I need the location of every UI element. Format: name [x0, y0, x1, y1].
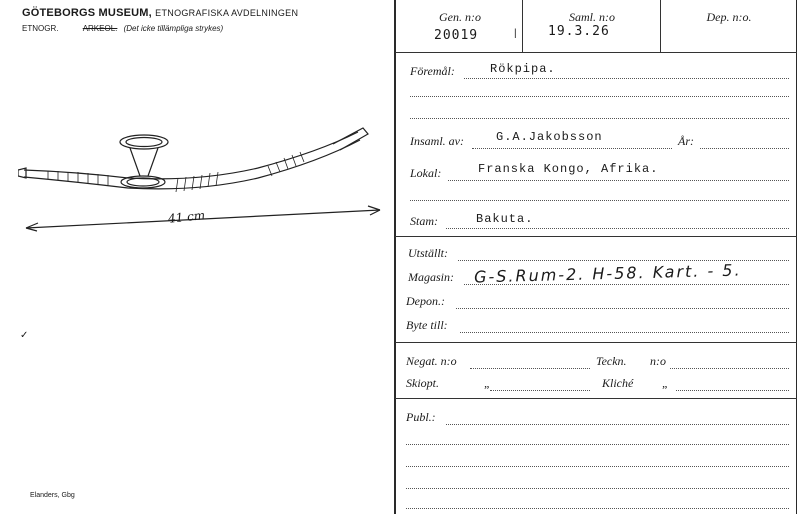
publ-line: [446, 424, 789, 425]
teckn-line: [670, 368, 789, 369]
publ-line-3: [406, 466, 789, 467]
museum-title: [22, 7, 298, 19]
insaml-label: Insaml. av:: [410, 134, 464, 148]
category-line: [22, 24, 223, 33]
header-divider: [395, 52, 797, 53]
byte-label: Byte till:: [406, 318, 448, 332]
insaml-value: G.A.Jakobsson: [496, 130, 603, 144]
skiopt-line: [490, 390, 590, 391]
lokal-line: [448, 180, 789, 181]
card-left-border: [394, 0, 396, 514]
lokal-line-2: [410, 200, 789, 201]
gen-no-value: 20019: [434, 28, 479, 43]
magasin-label: Magasin:: [408, 270, 454, 284]
publ-line-2: [406, 444, 789, 445]
kliche-line: [676, 390, 789, 391]
depon-line: [456, 308, 789, 309]
kliche-ditto: „: [662, 376, 669, 390]
teckn-no-label: n:o: [650, 354, 666, 368]
lokal-label: Lokal:: [410, 166, 442, 180]
stam-line: [446, 228, 789, 229]
department-name: ETNOGRAFISKA AVDELNINGEN: [155, 8, 299, 18]
ar-line: [700, 148, 789, 149]
stam-label: Stam:: [410, 214, 438, 228]
negat-label: Negat. n:o: [406, 354, 457, 368]
skiopt-ditto: „: [484, 376, 491, 390]
saml-no-label: Saml. n:o: [569, 10, 615, 24]
stam-value: Bakuta.: [476, 212, 534, 226]
foremal-line-2: [410, 96, 789, 97]
section-divider-3: [395, 398, 797, 399]
teckn-label: Teckn.: [596, 354, 627, 368]
check-mark: ✓: [20, 330, 29, 341]
skiopt-label: Skiopt.: [406, 376, 439, 390]
measurement-label: 41 cm: [167, 208, 206, 226]
depon-label: Depon.:: [406, 294, 445, 308]
saml-no-value: 19.3.26: [548, 24, 610, 39]
strike-note: (Det icke tillämpliga strykes): [123, 24, 224, 33]
card-right-border: [796, 0, 797, 514]
publ-line-4: [406, 488, 789, 489]
publ-line-5: [406, 508, 789, 509]
foremal-label: Föremål:: [410, 64, 455, 78]
header-col-divider-2: [660, 0, 661, 52]
insaml-line: [472, 148, 672, 149]
utstallt-label: Utställt:: [408, 246, 449, 260]
ar-label: År:: [678, 134, 694, 148]
tick-mark: |: [514, 28, 517, 39]
foremal-line-3: [410, 118, 789, 119]
lokal-value: Franska Kongo, Afrika.: [478, 162, 659, 176]
dep-no-label: Dep. n:o.: [706, 10, 752, 24]
foremal-line: [464, 78, 789, 79]
museum-name: GÖTEBORGS MUSEUM,: [22, 7, 152, 19]
publ-label: Publ.:: [406, 410, 436, 424]
foremal-value: Rökpipa.: [490, 62, 556, 76]
printer-credit: Elanders, Gbg: [30, 492, 75, 499]
kliche-label: Kliché: [602, 376, 634, 390]
negat-line: [470, 368, 590, 369]
magasin-value: G-S.Rum-2. H-58. Kart. - 5.: [473, 260, 742, 287]
etnogr-label: ETNOGR.: [22, 24, 59, 33]
byte-line: [460, 332, 789, 333]
arkeol-label: ARKEOL.: [82, 24, 118, 33]
header-col-divider-1: [522, 0, 523, 52]
gen-no-label: Gen. n:o: [439, 10, 481, 24]
section-divider-1: [395, 236, 797, 237]
section-divider-2: [395, 342, 797, 343]
